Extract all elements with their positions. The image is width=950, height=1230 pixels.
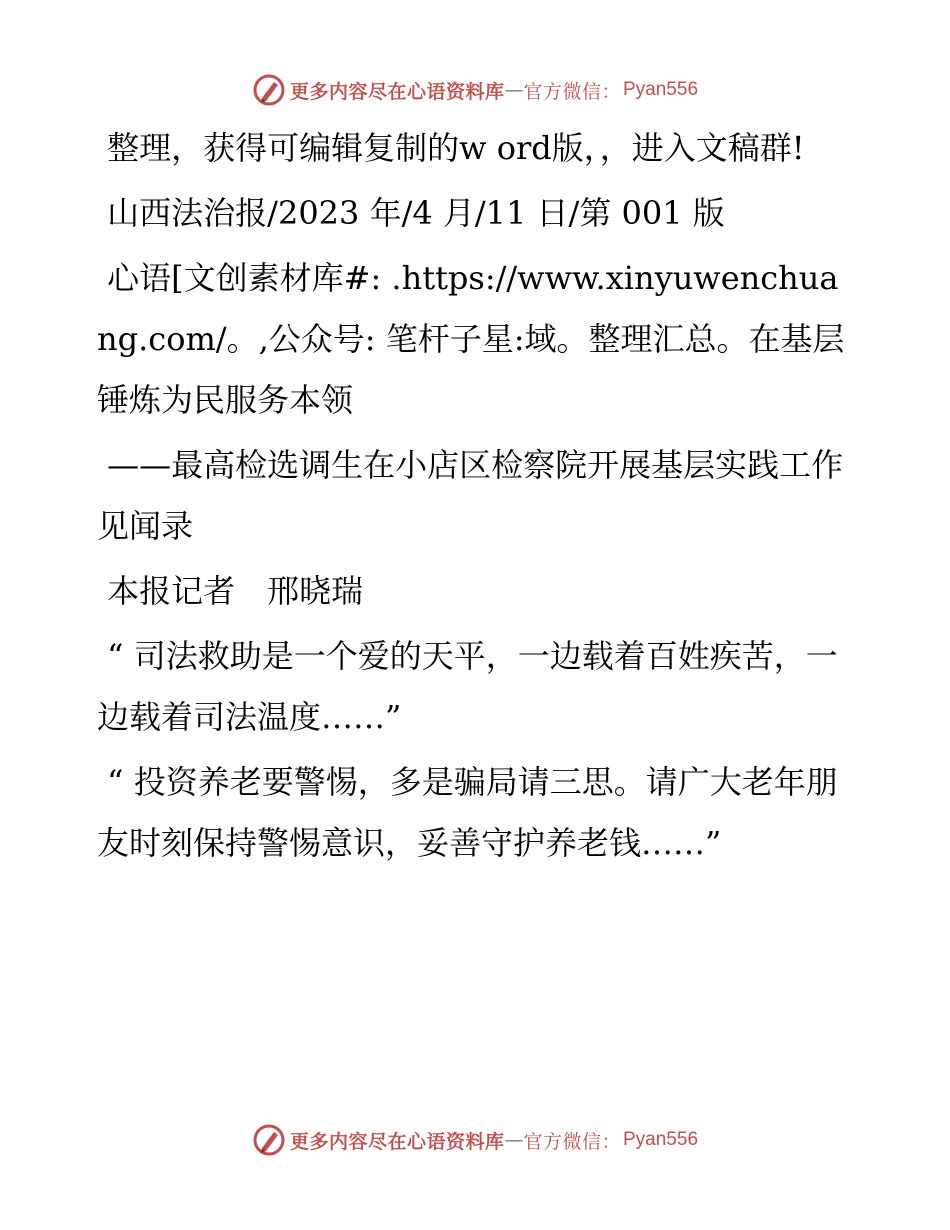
header-watermark	[0, 70, 950, 110]
watermark-wechat-label: 官方微信：	[523, 1130, 621, 1153]
watermark-wechat-label: 官方微信：	[523, 80, 621, 103]
watermark-separator: —	[504, 1129, 524, 1151]
paragraph-intro: 整理，获得可编辑复制的w ord版，，进入文稿群!	[97, 129, 805, 167]
watermark-text: 更多内容尽在心语资料库	[289, 1130, 505, 1153]
footer-watermark	[0, 1120, 950, 1160]
paragraph-quote-1: “ 司法救助是一个爱的天平，一边载着百姓疾苦，一边载着司法温度……”	[97, 637, 838, 736]
watermark-wechat-id: Pyan556	[623, 1129, 699, 1150]
watermark-separator: —	[504, 79, 524, 101]
pen-logo-icon	[252, 73, 286, 107]
paragraph-source: 山西法治报/2023 年/4 月/11 日/第 001 版	[97, 194, 725, 232]
paragraph-quote-2: “ 投资养老要警惕，多是骗局请三思。请广大老年朋友时刻保持警惕意识，妥善守护养老钱……”	[97, 763, 838, 862]
pen-logo-icon	[252, 1123, 286, 1157]
document-body	[97, 118, 857, 878]
watermark-text: 更多内容尽在心语资料库	[289, 80, 505, 103]
paragraph-subtitle: ——最高检选调生在小店区检察院开展基层实践工作见闻录	[97, 446, 844, 545]
paragraph-title: 心语[文创素材库#: .https://www.xinyuwenchuang.com/。,公众号: 笔杆子星:域。整理汇总。在基层锤炼为民服务本领	[97, 259, 845, 419]
paragraph-byline: 本报记者 邢晓瑞	[97, 572, 364, 610]
watermark-wechat-id: Pyan556	[623, 79, 699, 100]
